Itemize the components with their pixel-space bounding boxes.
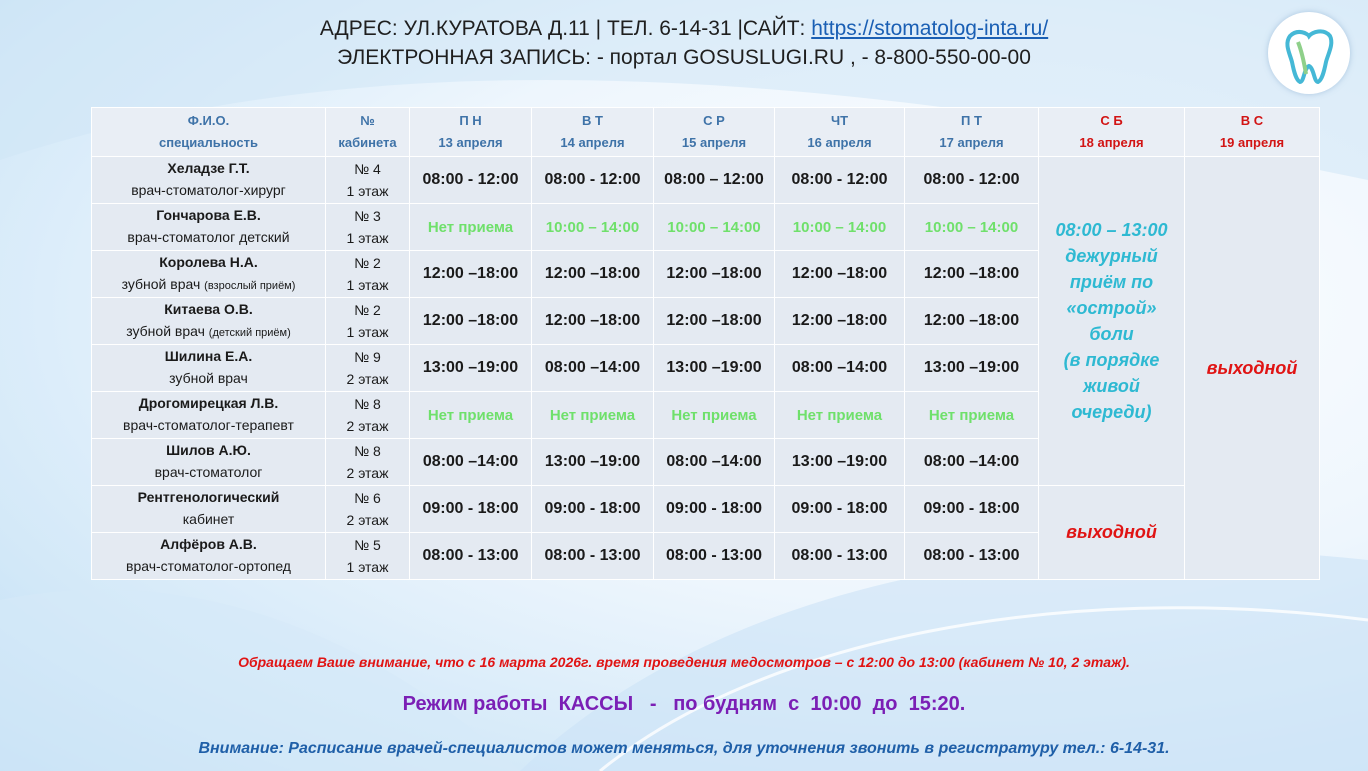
table-header-row <box>92 108 1320 157</box>
room-cell <box>326 204 410 251</box>
doctor-cell <box>92 251 326 298</box>
room-floor: 2 этаж <box>346 512 389 528</box>
time-cell: 10:00 – 14:00 <box>905 204 1039 251</box>
time-cell: 12:00 –18:00 <box>410 298 532 345</box>
room-cell <box>326 157 410 204</box>
tooth-logo-icon <box>1268 12 1350 94</box>
time-cell: 09:00 - 18:00 <box>905 486 1039 533</box>
header-wed: С Р 15 апреля <box>654 108 775 157</box>
time-cell: 13:00 –19:00 <box>905 345 1039 392</box>
time-cell: Нет приема <box>532 392 654 439</box>
doctor-name: Королева Н.А. <box>159 254 258 270</box>
room-number: № 8 <box>354 396 381 412</box>
time-cell: 08:00 - 12:00 <box>775 157 905 204</box>
time-cell: 13:00 –19:00 <box>532 439 654 486</box>
doctor-specialty: врач-стоматолог <box>154 464 263 480</box>
doctor-name: Рентгенологический <box>137 489 280 505</box>
doctor-name: Шилов А.Ю. <box>166 442 251 458</box>
time-cell: 12:00 –18:00 <box>905 251 1039 298</box>
room-floor: 1 этаж <box>346 277 389 293</box>
doctor-cell <box>92 204 326 251</box>
online-booking-line: ЭЛЕКТРОННАЯ ЗАПИСЬ: - портал GOSUSLUGI.RU , - 8-800-550-00-00 <box>337 46 1031 69</box>
schedule-change-warning: Внимание: Расписание врачей-специалистов может меняться, для уточнения звонить в регистратуру тел.: 6-14-31. <box>198 740 1170 757</box>
time-cell: 08:00 - 13:00 <box>532 533 654 580</box>
header-mon: П Н 13 апреля <box>410 108 532 157</box>
time-cell: 12:00 –18:00 <box>654 251 775 298</box>
header-thu: ЧТ 16 апреля <box>775 108 905 157</box>
time-cell: 10:00 – 14:00 <box>775 204 905 251</box>
time-cell: 10:00 – 14:00 <box>654 204 775 251</box>
header-sat: С Б 18 апреля <box>1039 108 1185 157</box>
room-number: № 5 <box>354 537 381 553</box>
doctor-name: Дрогомирецкая Л.В. <box>138 395 279 411</box>
doctor-name: Шилина Е.А. <box>164 348 253 364</box>
time-cell: Нет приема <box>905 392 1039 439</box>
table-row <box>92 486 1320 533</box>
doctor-cell <box>92 298 326 345</box>
room-cell <box>326 251 410 298</box>
header-tue: В Т 14 апреля <box>532 108 654 157</box>
schedule-table <box>91 107 1320 580</box>
doctor-name: Алфёров А.В. <box>160 536 257 552</box>
saturday-off-cell: выходной <box>1039 486 1185 580</box>
doctor-name: Гончарова Е.В. <box>156 207 261 223</box>
doctor-specialty: врач-стоматолог-хирург <box>131 182 286 198</box>
room-floor: 2 этаж <box>346 418 389 434</box>
header <box>0 14 1368 72</box>
room-cell <box>326 486 410 533</box>
room-floor: 1 этаж <box>346 183 389 199</box>
time-cell: 08:00 –14:00 <box>905 439 1039 486</box>
room-cell <box>326 439 410 486</box>
time-cell: Нет приема <box>654 392 775 439</box>
doctor-specialty: зубной врач (детский приём) <box>126 323 291 339</box>
room-cell <box>326 392 410 439</box>
clinic-logo <box>1268 12 1350 94</box>
header-fri: П Т 17 апреля <box>905 108 1039 157</box>
doctor-cell <box>92 439 326 486</box>
table-row <box>92 157 1320 204</box>
medical-exam-notice: Обращаем Ваше внимание, что с 16 марта 2026г. время проведения медосмотров – с 12:00 до 13:00 (кабинет № 10, 2 этаж). <box>238 654 1130 670</box>
room-number: № 6 <box>354 490 381 506</box>
header-sun: В С 19 апреля <box>1185 108 1320 157</box>
time-cell: 08:00 - 13:00 <box>410 533 532 580</box>
header-name: Ф.И.О. специальность <box>92 108 326 157</box>
doctor-name: Китаева О.В. <box>164 301 253 317</box>
room-number: № 2 <box>354 302 381 318</box>
room-number: № 4 <box>354 161 381 177</box>
room-floor: 1 этаж <box>346 230 389 246</box>
doctor-specialty: кабинет <box>182 511 235 527</box>
time-cell: Нет приема <box>410 204 532 251</box>
doctor-cell <box>92 392 326 439</box>
time-cell: 09:00 - 18:00 <box>532 486 654 533</box>
time-cell: 08:00 - 13:00 <box>905 533 1039 580</box>
doctor-cell <box>92 345 326 392</box>
doctor-cell <box>92 486 326 533</box>
address-text: АДРЕС: УЛ.КУРАТОВА Д.11 | ТЕЛ. 6-14-31 |САЙТ: <box>319 17 812 40</box>
room-floor: 1 этаж <box>346 559 389 575</box>
time-cell: Нет приема <box>410 392 532 439</box>
doctor-specialty: зубной врач (взрослый приём) <box>121 276 296 292</box>
time-cell: 08:00 - 13:00 <box>654 533 775 580</box>
time-cell: 09:00 - 18:00 <box>654 486 775 533</box>
time-cell: 12:00 –18:00 <box>410 251 532 298</box>
room-floor: 1 этаж <box>346 324 389 340</box>
time-cell: 08:00 – 12:00 <box>654 157 775 204</box>
room-number: № 8 <box>354 443 381 459</box>
room-floor: 2 этаж <box>346 371 389 387</box>
doctor-cell <box>92 533 326 580</box>
time-cell: 12:00 –18:00 <box>532 298 654 345</box>
time-cell: 08:00 –14:00 <box>532 345 654 392</box>
time-cell: 08:00 - 12:00 <box>410 157 532 204</box>
room-floor: 2 этаж <box>346 465 389 481</box>
time-cell: 12:00 –18:00 <box>905 298 1039 345</box>
room-number: № 9 <box>354 349 381 365</box>
room-cell <box>326 533 410 580</box>
room-cell <box>326 298 410 345</box>
doctor-specialty: врач-стоматолог детский <box>127 229 290 245</box>
time-cell: 08:00 - 12:00 <box>905 157 1039 204</box>
doctor-name: Хеладзе Г.Т. <box>167 160 250 176</box>
site-link[interactable]: https://stomatolog-inta.ru/ <box>811 17 1049 40</box>
time-cell: 12:00 –18:00 <box>654 298 775 345</box>
room-number: № 3 <box>354 208 381 224</box>
doctor-cell <box>92 157 326 204</box>
doctor-specialty: зубной врач <box>169 370 248 386</box>
doctor-specialty: врач-стоматолог-ортопед <box>126 558 291 574</box>
time-cell: 12:00 –18:00 <box>775 298 905 345</box>
time-cell: 12:00 –18:00 <box>532 251 654 298</box>
room-cell <box>326 345 410 392</box>
address-line <box>0 14 1368 43</box>
time-cell: 08:00 - 13:00 <box>775 533 905 580</box>
room-number: № 2 <box>354 255 381 271</box>
time-cell: 09:00 - 18:00 <box>775 486 905 533</box>
time-cell: 13:00 –19:00 <box>775 439 905 486</box>
saturday-duty-cell: 08:00 – 13:00 дежурный приём по «острой» боли (в порядке живой очереди) <box>1039 157 1185 486</box>
time-cell: 13:00 –19:00 <box>410 345 532 392</box>
time-cell: 09:00 - 18:00 <box>410 486 532 533</box>
time-cell: 12:00 –18:00 <box>775 251 905 298</box>
doctor-specialty: врач-стоматолог-терапевт <box>123 417 294 433</box>
time-cell: 08:00 - 12:00 <box>532 157 654 204</box>
time-cell: 08:00 –14:00 <box>654 439 775 486</box>
time-cell: 10:00 – 14:00 <box>532 204 654 251</box>
sunday-off-cell: выходной <box>1185 157 1320 580</box>
time-cell: 08:00 –14:00 <box>410 439 532 486</box>
time-cell: 08:00 –14:00 <box>775 345 905 392</box>
time-cell: Нет приема <box>775 392 905 439</box>
cashier-hours: Режим работы КАССЫ - по будням с 10:00 до 15:20. <box>402 693 966 715</box>
header-room: № кабинета <box>326 108 410 157</box>
time-cell: 13:00 –19:00 <box>654 345 775 392</box>
